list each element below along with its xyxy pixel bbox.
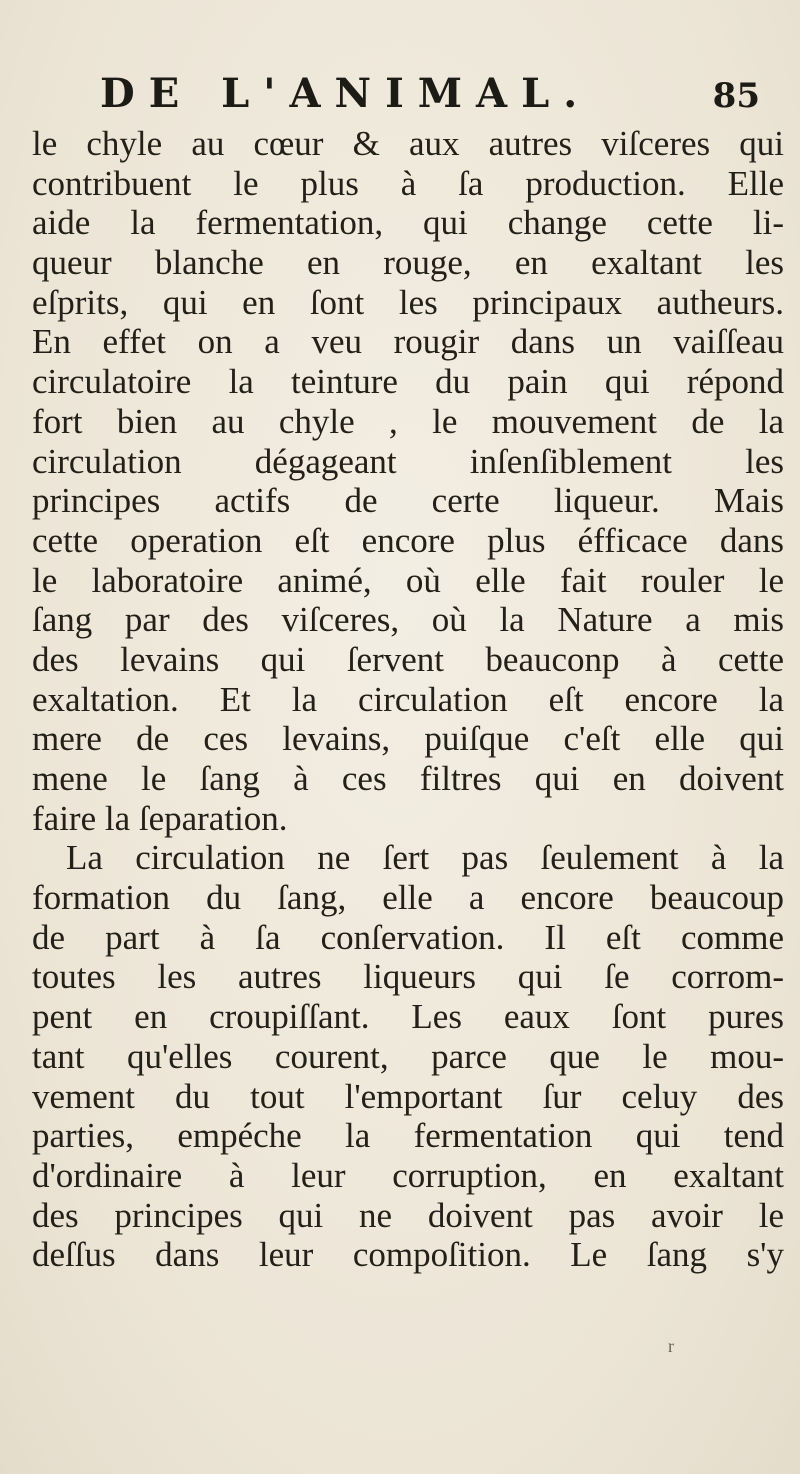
- text-line: En effet on a veu rougir dans un vaiſſeau: [32, 322, 784, 362]
- text-line: circulation dégageant inſenſiblement les: [32, 441, 784, 481]
- text-line: de part à ſa conſervation. Il eſt comme: [32, 917, 784, 957]
- text-line: queur blanche en rouge, en exaltant les: [32, 243, 784, 283]
- paragraph-end-line: faire la ſeparation.: [32, 798, 288, 838]
- text-line: pent en croupiſſant. Les eaux ſont pures: [32, 997, 784, 1037]
- text-line: principes actifs de certe liqueur. Mais: [32, 481, 784, 521]
- text-line: vement du tout l'emportant ſur celuy des: [32, 1076, 784, 1116]
- text-line: deſſus dans leur compoſition. Le ſang s'y: [32, 1235, 784, 1275]
- text-line: le laboratoire animé, où elle fait rouler le: [32, 560, 784, 600]
- text-line: le chyle au cœur & aux autres viſceres qui: [32, 124, 784, 163]
- text-line: toutes les autres liqueurs qui ſe corrom-: [32, 957, 784, 997]
- text-line: exaltation. Et la circulation eſt encore la: [32, 679, 784, 719]
- text-line: des levains qui ſervent beauconp à cette: [32, 639, 784, 679]
- body-text: [32, 124, 784, 1275]
- paragraph-start-line: La circulation ne ſert pas ſeulement à la: [66, 838, 784, 878]
- stray-mark: r: [668, 1336, 674, 1356]
- text-line: ſang par des viſceres, où la Nature a mis: [32, 600, 784, 640]
- running-title: DE L'ANIMAL.: [100, 70, 592, 117]
- text-line: eſprits, qui en ſont les principaux autheurs.: [32, 282, 784, 322]
- text-line: fort bien au chyle , le mouvement de la: [32, 401, 784, 441]
- text-line: aide la fermentation, qui change cette li-: [32, 203, 784, 243]
- text-line: contribuent le plus à ſa production. Elle: [32, 163, 784, 203]
- text-line: parties, empéche la fermentation qui tend: [32, 1116, 784, 1156]
- text-line: cette operation eſt encore plus éfficace dans: [32, 520, 784, 560]
- page-number: 85: [712, 76, 760, 116]
- text-line: formation du ſang, elle a encore beaucoup: [32, 878, 784, 918]
- text-line: d'ordinaire à leur corruption, en exaltant: [32, 1155, 784, 1195]
- text-line: des principes qui ne doivent pas avoir le: [32, 1195, 784, 1235]
- text-line: mene le ſang à ces filtres qui en doivent: [32, 759, 784, 798]
- text-line: mere de ces levains, puiſque c'eſt elle qui: [32, 719, 784, 759]
- text-line: tant qu'elles courent, parce que le mou-: [32, 1036, 784, 1076]
- page-header: [60, 70, 760, 120]
- text-line: circulatoire la teinture du pain qui répond: [32, 362, 784, 402]
